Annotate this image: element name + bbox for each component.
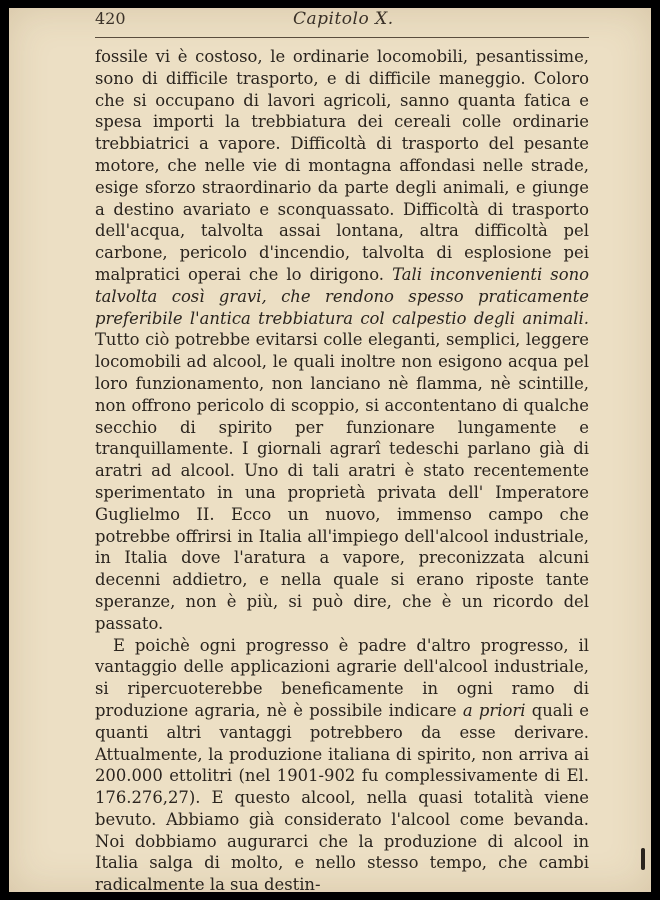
margin-mark xyxy=(641,848,645,870)
text-segment: E poichè ogni progresso è padre d'altro progresso, il vantaggio delle applicazioni agrarie dell'alcool industriale, si ripercuoterebbe beneficamente in ogni ramo di produzione agraria, nè è possibile indicare xyxy=(95,635,589,720)
paragraph-1 xyxy=(95,46,589,635)
page-header xyxy=(9,8,651,38)
page-number: 420 xyxy=(95,9,126,28)
italic-segment: a priori xyxy=(462,700,526,720)
text-segment: fossile vi è costoso, le ordinarie locomobili, pesantissime, sono di difficile trasporto, e di difficile maneggio. Coloro che si occupano di lavori agricoli, sanno quanta fatica e spesa importi la trebbiatura dei cereali colle ordinarie trebbiatrici a vapore. Difficoltà di trasporto del pesante motore, che nelle vie di montagna affondasi nelle strade, esige sforzo straordinario da parte degli animali, e giunge a destino avariato e sconquassato. Difficoltà di trasporto dell'acqua, talvolta assai lontana, altra difficoltà pel carbone, pericolo d'incendio, talvolta di esplosione pei malpratici operai che lo dirigono. xyxy=(95,47,589,284)
book-page xyxy=(9,8,651,895)
paragraph-2 xyxy=(95,635,589,897)
body-text xyxy=(95,46,589,896)
text-segment: Tutto ciò potrebbe evitarsi colle eleganti, semplici, leggere locomobili ad alcool, le quali inoltre non esigono acqua pel loro funzionamento, non lanciano nè flamma, nè scintille, non offrono pericolo di scoppio, si accontentano di qualche secchio di spirito per funzionare lungamente e tranquillamente. I giornali agrarî tedeschi parlano già di aratri ad alcool. Uno di tali aratri è stato recentemente sperimentato in una proprietà privata dell' Imperatore Guglielmo II. Ecco un nuovo, immenso campo che potrebbe offrirsi in Italia all'impiego dell'alcool industriale, in Italia dove l'aratura a vapore, preconizzata alcuni decenni addietro, e nella quale si erano riposte tante speranze, non è più, si può dire, che è un ricordo del passato. xyxy=(95,330,589,633)
header-rule xyxy=(95,37,589,38)
text-segment: quali e quanti altri vantaggi potrebbero da esse derivare. Attualmente, la produzione italiana di spirito, non arriva ai 200.000 ettolitri (nel 1901-902 fu complessivamente di El. 176.276,27). E questo alcool, nella quasi totalità viene bevuto. Abbiamo già considerato l'alcool come bevanda. Noi dobbiamo augurarci che la produzione di alcool in Italia salga di molto, e nello stesso tempo, che cambi radicalmente la sua destin- xyxy=(95,700,589,895)
running-title: Capitolo X. xyxy=(293,9,394,29)
italic-segment: Tali inconvenienti sono talvolta così gravi, che rendono spesso praticamente preferibile l'antica trebbiatura col calpestio degli animali. xyxy=(95,264,589,328)
